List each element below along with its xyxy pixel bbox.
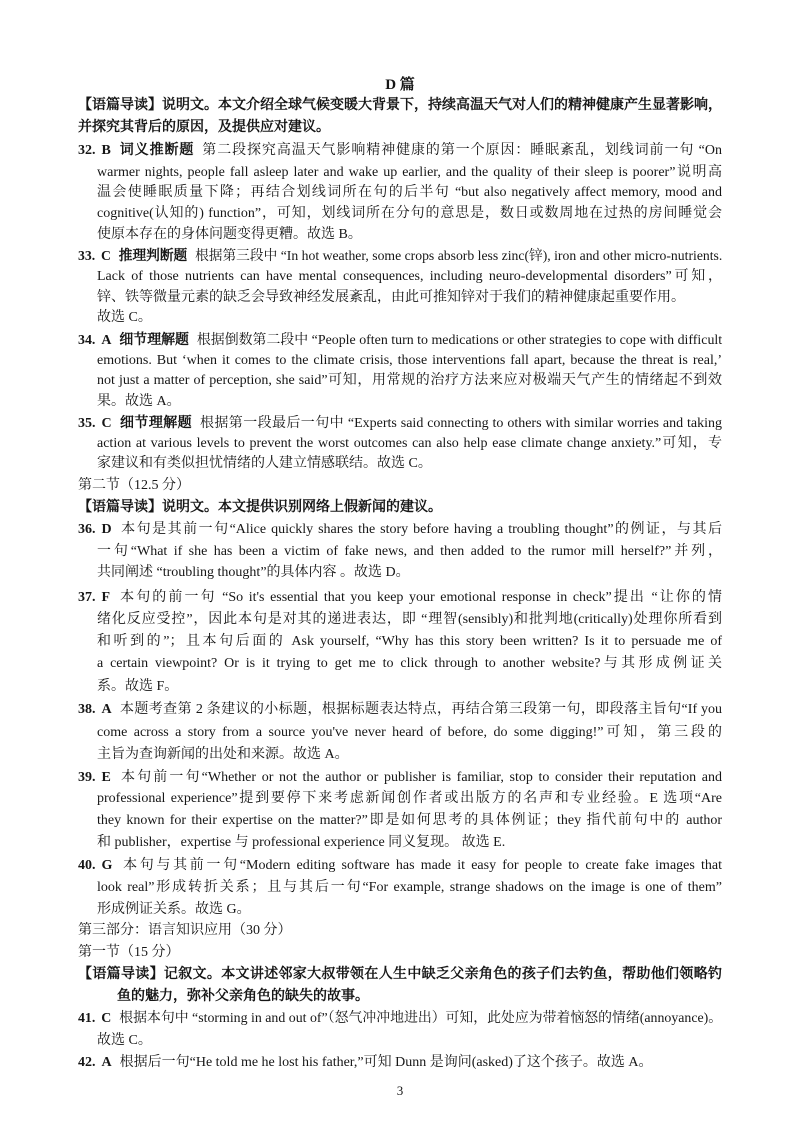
item-32-line: warmer nights, people fall asleep later and wake up earlier, and the quality of their sleep is poorer”说明高 <box>97 165 722 180</box>
item-34-line: not just a matter of perception, she said”可知，用常规的治疗方法来应对极端天气产生的情绪起不到效 <box>97 373 722 388</box>
item-39-line: 和 publisher，expertise 与 professional experience 同义复现。 故选 E. <box>97 835 506 850</box>
section-title: D 篇 <box>385 77 415 93</box>
item-text: 根据后一句“He told me he lost his father,”可知 Dunn 是询问(asked)了这个孩子。故选 A。 <box>119 1055 653 1070</box>
item-35-line: 家建议和有类似担忧情绪的人建立情感联结。故选 C。 <box>97 456 432 471</box>
item-40-line: 形成例证关系。故选 G。 <box>97 902 251 917</box>
item-text: 根据倒数第二段中 “People often turn to medications or other strategies to cope with difficult <box>196 333 723 348</box>
item-34-line: emotions. But ‘when it comes to the climate crisis, those interventions fall apart, because the threat is real,’ <box>97 353 722 368</box>
item-38-line: 主旨为查询新闻的出处和来源。故选 A。 <box>97 747 349 762</box>
item-answer: C <box>101 249 111 264</box>
item-answer: C <box>101 416 112 431</box>
item-number: 34. <box>78 333 96 348</box>
guide-line: 并探究其背后的原因，及提供应对建议。 <box>78 120 330 135</box>
item-39-line: professional experience”提到要停下来考虑新闻创作者或出版方的名声和专业经验。E 选项“Are <box>97 791 722 806</box>
item-33-line: Lack of those nutrients can have mental consequences, including neuro-developmental disorders”可知， <box>97 269 722 284</box>
guide-text: 说明文。本文提供识别网络上假新闻的建议。 <box>162 500 442 515</box>
item-text: 根据第一段最后一句中 “Experts said connecting to others with similar worries and taking <box>200 416 722 431</box>
item-36-line: 一句“What if she has been a victim of fake news, and then added to the rumor mill herself?”并列， <box>97 544 722 559</box>
item-answer: E <box>101 770 111 785</box>
item-answer: G <box>101 858 113 873</box>
item-37-line: 系。故选 F。 <box>97 679 179 694</box>
item-37-line: a certain viewpoint? Or is it trying to get me to click through to another website?与其形成例证关 <box>97 656 722 671</box>
item-36-line <box>78 520 722 540</box>
guide-label: 【语篇导读】 <box>78 98 162 113</box>
item-38-line <box>78 700 722 720</box>
item-number: 42. <box>78 1055 96 1070</box>
guide-line <box>78 965 722 985</box>
guide-text: 说明文。本文介绍全球气候变暖大背景下，持续高温天气对人们的精神健康产生显著影响， <box>162 98 722 113</box>
question-type: 词义推断题 <box>118 143 195 158</box>
item-text: 根据第三段中 “In hot weather, some crops absorb less zinc(锌), iron and other micro-nutrients. <box>195 249 723 264</box>
item-33-line: 锌、铁等微量元素的缺乏会导致神经发展紊乱，由此可推知锌对于我们的精神健康起重要作用。 <box>97 290 685 305</box>
item-answer: D <box>101 522 112 537</box>
item-text: 本题考查第 2 条建议的小标题，根据标题表达特点，再结合第三段第一句，即段落主旨句“If you <box>119 702 722 717</box>
item-36-line: 共同阐述 “troubling thought”的具体内容 。故选 D。 <box>97 565 410 580</box>
item-35-line: action at various levels to prevent the worst outcomes can also help ease climate change anxiety.”可知，专 <box>97 436 722 451</box>
question-type: 推理判断题 <box>118 249 188 264</box>
guide-line: 鱼的魅力，弥补父亲角色的缺失的故事。 <box>117 989 369 1004</box>
item-39-line: they known for their expertise on the matter?”即是如何思考的具体例证；they 指代前句中的 author <box>97 813 722 828</box>
item-32-line <box>78 141 722 161</box>
item-41-line <box>78 1009 723 1029</box>
item-37-line <box>78 588 722 608</box>
item-42-line <box>78 1053 722 1073</box>
item-37-line: 绪化反应受控”，因此本句是对其的递进表达，即 “理智(sensibly)和批判地(critically)处理你所看到 <box>97 612 722 627</box>
item-35-line <box>78 414 722 434</box>
item-33-line <box>78 247 723 267</box>
item-text: 本句前一句“Whether or not the author or publisher is familiar, stop to consider their reputation and <box>118 770 722 785</box>
question-type: 细节理解题 <box>119 416 193 431</box>
item-39-line <box>78 768 722 788</box>
item-number: 41. <box>78 1011 96 1026</box>
item-answer: A <box>101 1055 112 1070</box>
item-number: 38. <box>78 702 96 717</box>
page-number: 3 <box>396 1083 404 1098</box>
item-34-line <box>78 331 723 351</box>
item-answer: C <box>101 1011 112 1026</box>
item-answer: A <box>101 702 112 717</box>
item-40-line <box>78 856 722 876</box>
item-37-line: 和听到的”；且本句后面的 Ask yourself, “Why has this story been written? Is it to persuade me of <box>97 634 722 649</box>
guide-label: 【语篇导读】 <box>78 500 162 515</box>
item-32-line: cognitive(认知的) function”，可知，划线词所在分句的意思是，数日或数周地在过热的房间睡觉会 <box>97 206 722 221</box>
part-heading: 第三部分：语言知识应用（30 分） <box>78 923 292 938</box>
item-41-line: 故选 C。 <box>97 1033 152 1048</box>
item-text: 本句的前一句 “So it's essential that you keep your emotional response in check”提出 “让你的情 <box>118 590 722 605</box>
item-number: 39. <box>78 770 96 785</box>
item-number: 40. <box>78 858 96 873</box>
item-number: 33. <box>78 249 96 264</box>
item-40-line: look real”形成转折关系；且与其后一句“For example, strange shadows on the image is one of them” <box>97 880 722 895</box>
item-33-line: 故选 C。 <box>97 310 152 325</box>
guide-line <box>78 96 722 116</box>
item-38-line: come across a story from a source you've never heard of before, do some digging!”可知，第三段的 <box>97 725 722 740</box>
item-number: 37. <box>78 590 96 605</box>
section-heading: 第一节（15 分） <box>78 945 180 960</box>
item-number: 32. <box>78 143 96 158</box>
item-text: 第二段探究高温天气影响精神健康的第一个原因：睡眠紊乱，划线词前一句 “On <box>202 143 722 158</box>
guide-text: 记叙文。本文讲述邻家大叔带领在人生中缺乏父亲角色的孩子们去钓鱼，帮助他们领略钓 <box>163 967 723 982</box>
item-32-line: 温会使睡眠质量下降；再结合划线词所在句的后半句 “but also negatively affect memory, mood and <box>97 185 722 200</box>
item-34-line: 果。故选 A。 <box>97 394 181 409</box>
item-text: 本句与其前一句“Modern editing software has made it easy for people to create fake images that <box>120 858 722 873</box>
section-heading: 第二节（12.5 分） <box>78 478 190 493</box>
item-number: 35. <box>78 416 96 431</box>
guide-label: 【语篇导读】 <box>78 967 164 982</box>
question-type: 细节理解题 <box>119 333 189 348</box>
item-answer: F <box>101 590 111 605</box>
item-answer: B <box>101 143 111 158</box>
item-32-line: 使原本存在的身体问题变得更糟。故选 B。 <box>97 227 362 242</box>
item-number: 36. <box>78 522 96 537</box>
guide-line <box>78 498 722 518</box>
item-text: 本句是其前一句“Alice quickly shares the story before having a troubling thought”的例证，与其后 <box>119 522 722 537</box>
item-text: 根据本句中 “storming in and out of”（怒气冲冲地进出）可知，此处应为带着恼怒的情绪(annoyance)。 <box>119 1011 723 1026</box>
item-answer: A <box>101 333 112 348</box>
